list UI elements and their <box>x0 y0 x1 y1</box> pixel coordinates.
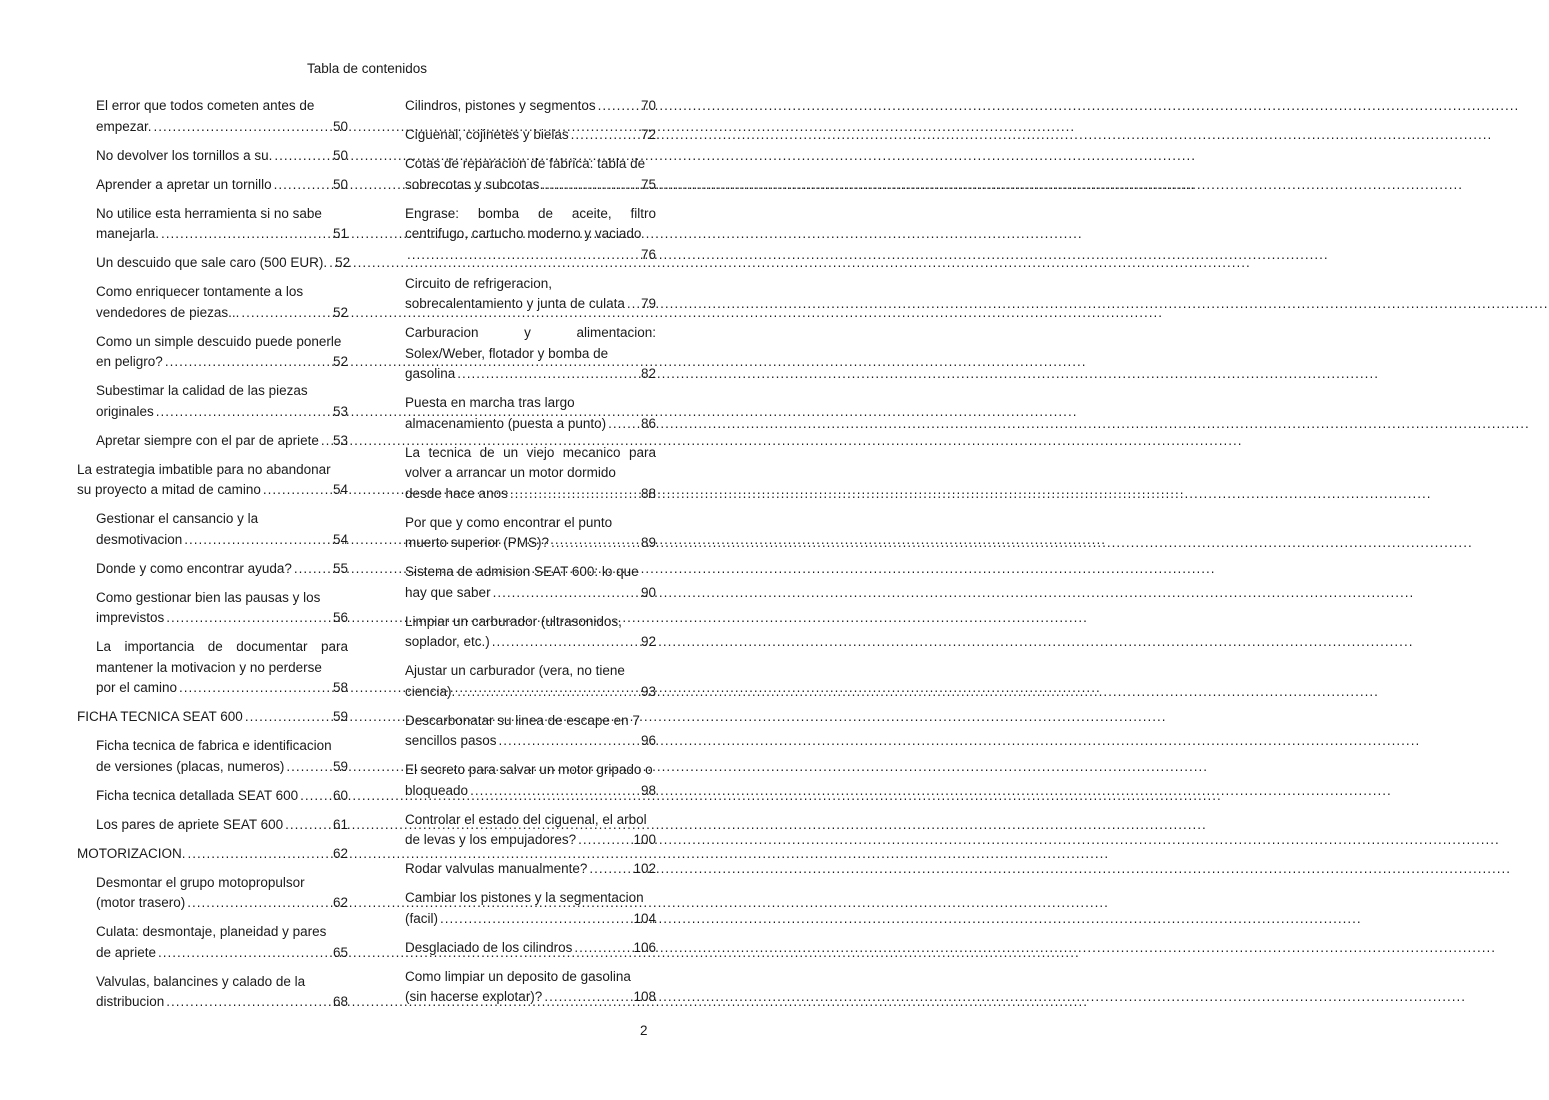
toc-entry-title-end: Rodar valvulas manualmente? <box>405 861 588 876</box>
toc-entry-line <box>96 757 348 778</box>
toc-entry-title-end: empezar. <box>96 118 152 134</box>
toc-entry-title-end: Desglaciado de los cilindros <box>405 939 573 955</box>
toc-entry-line <box>96 992 348 1013</box>
dot-leader <box>541 175 639 196</box>
toc-page-number: 54 <box>332 531 348 547</box>
toc-entry[interactable] <box>405 443 656 505</box>
toc-entry-title-end: Apretar siempre con el par de apriete <box>96 432 319 448</box>
toc-entry-title: Sistema de admision SEAT 600: lo que <box>405 564 639 579</box>
toc-entry-title-end: en peligro? <box>96 354 163 369</box>
toc-entry-title-end: desmotivacion <box>96 531 183 547</box>
toc-page-number: 62 <box>332 895 348 910</box>
page-title: Tabla de contenidos <box>306 61 428 76</box>
dot-leader <box>598 96 639 117</box>
toc-entry-line <box>405 364 656 385</box>
toc-page-number: 92 <box>640 634 656 649</box>
toc-page-number: 50 <box>332 118 348 134</box>
toc-entry-line <box>96 608 348 629</box>
toc-entry[interactable] <box>77 922 348 963</box>
dot-leader <box>493 583 639 604</box>
toc-page-number: 75 <box>640 176 656 192</box>
toc-entry-title: Ajustar un carburador (vera, no tiene <box>405 663 625 678</box>
toc-entry-title-end: FICHA TECNICA SEAT 600 <box>77 709 243 724</box>
toc-entry-line <box>96 303 348 324</box>
toc-entry-title-end: manejarla. <box>96 226 160 241</box>
dot-leader <box>166 992 331 1013</box>
toc-entry-title: Como limpiar un deposito de gasolina <box>405 968 631 984</box>
toc-page-number: 70 <box>640 98 656 113</box>
toc-entry-line <box>405 682 656 703</box>
toc-entry[interactable] <box>405 562 656 603</box>
toc-entry[interactable] <box>77 332 348 373</box>
toc-page-number: 52 <box>332 304 348 320</box>
toc-page-number: 55 <box>332 560 348 576</box>
dot-leader <box>440 909 631 930</box>
dot-leader <box>187 893 331 914</box>
dot-leader <box>457 364 639 385</box>
toc-entry[interactable] <box>405 204 656 266</box>
toc-entry-title: Subestimar la calidad de las piezas <box>96 383 308 398</box>
dot-leader <box>627 294 639 315</box>
toc-entry-line <box>405 987 656 1008</box>
toc-entry[interactable] <box>405 393 656 434</box>
toc-page-number: 54 <box>332 482 348 497</box>
toc-entry-title-end: Donde y como encontrar ayuda? <box>96 560 292 576</box>
page-number: 2 <box>640 1023 648 1038</box>
toc-entry-title: Por que y como encontrar el punto <box>405 514 613 530</box>
toc-entry-title: Como un simple descuido puede ponerle <box>96 333 342 349</box>
toc-entry-title-end: por el camino <box>96 680 178 695</box>
toc-page-number: 89 <box>640 535 656 550</box>
toc-entry[interactable] <box>405 125 656 146</box>
toc-entry[interactable] <box>77 460 348 501</box>
toc-entry-title-end: almacenamiento (puesta a punto) <box>405 415 607 431</box>
dot-leader <box>571 125 639 146</box>
toc-entry[interactable] <box>405 154 656 195</box>
toc-page-number: 108 <box>633 989 656 1004</box>
toc-page-number: 93 <box>640 683 656 699</box>
toc-entry[interactable] <box>77 588 348 629</box>
toc-entry[interactable] <box>77 282 348 323</box>
toc-entry[interactable] <box>77 972 348 1013</box>
toc-page-number: 86 <box>640 415 656 431</box>
toc-page-number: 61 <box>332 816 348 832</box>
toc-entry-line <box>405 96 656 117</box>
toc-page-number: 50 <box>332 176 348 192</box>
toc-entry-title-end: sencillos pasos <box>405 733 497 748</box>
toc-entry-title-end: Un descuido que sale caro (500 EUR). <box>96 255 328 270</box>
toc-entry[interactable] <box>77 559 348 580</box>
toc-page-number: 56 <box>332 610 348 625</box>
toc-page-number: 51 <box>332 226 348 241</box>
toc-entry-title-end: Aprender a apretar un tornillo <box>96 176 272 192</box>
toc-page-number: 52 <box>332 354 348 369</box>
dot-leader <box>184 530 331 551</box>
dot-leader <box>544 987 631 1008</box>
toc-entry-title-end: (facil) <box>405 910 438 926</box>
toc-entry[interactable] <box>77 815 348 836</box>
toc-column-right <box>405 96 656 1016</box>
toc-entry[interactable] <box>405 274 656 315</box>
toc-entry[interactable] <box>77 175 348 196</box>
toc-entry-title-end: (sin hacerse explotar)? <box>405 989 543 1004</box>
dot-leader <box>158 943 331 964</box>
dot-leader <box>407 245 639 266</box>
toc-entry-title-end: soplador, etc.) <box>405 634 490 649</box>
toc-entry[interactable] <box>405 888 656 929</box>
dot-leader <box>166 608 331 629</box>
dot-leader <box>294 559 331 580</box>
toc-entry[interactable] <box>77 509 348 550</box>
toc-entry-line <box>405 484 656 505</box>
toc-entry-title: Controlar el estado del ciguenal, el arbol <box>405 811 647 827</box>
toc-entry[interactable] <box>77 253 351 274</box>
toc-entry-title-end: Cilindros, pistones y segmentos <box>405 98 596 113</box>
toc-entry-line <box>405 245 656 266</box>
toc-entry-title: Carburacion y alimentacion: Solex/Weber, flotador y bomba de <box>405 325 656 361</box>
toc-entry-line <box>96 530 348 551</box>
toc-entry-line <box>96 402 348 423</box>
toc-entry-line <box>405 175 656 196</box>
toc-entry[interactable] <box>405 760 656 801</box>
toc-entry-line <box>96 253 351 274</box>
toc-entry-title-end: desde hace anos <box>405 485 508 501</box>
dot-leader <box>274 175 331 196</box>
toc-page-number: 98 <box>640 782 656 798</box>
toc-entry-title: El secreto para salvar un motor gripado o <box>405 762 653 777</box>
toc-entry[interactable] <box>405 612 656 653</box>
dot-leader <box>589 859 631 880</box>
toc-page-number: 79 <box>640 296 656 311</box>
toc-entry-line <box>96 786 348 807</box>
toc-entry-line <box>96 678 348 699</box>
toc-page-number: 53 <box>332 432 348 448</box>
dot-leader <box>263 480 331 501</box>
dot-leader <box>241 303 331 324</box>
toc-entry[interactable] <box>405 96 656 117</box>
dot-leader <box>188 844 331 865</box>
toc-entry-line <box>96 893 348 914</box>
toc-entry-title-end: Los pares de apriete SEAT 600 <box>96 816 284 832</box>
toc-entry-title-end: de apriete <box>96 944 157 960</box>
dot-leader <box>457 682 639 703</box>
dot-leader <box>300 786 331 807</box>
toc-entry[interactable] <box>77 736 348 777</box>
dot-leader <box>154 117 331 138</box>
toc-entry-line <box>96 175 348 196</box>
toc-entry[interactable] <box>77 637 348 699</box>
toc-entry[interactable] <box>405 859 656 880</box>
toc-entry[interactable] <box>405 661 656 702</box>
toc-page-number: 68 <box>332 994 348 1009</box>
toc-entry[interactable] <box>405 513 656 554</box>
toc-page-number: 72 <box>640 127 656 142</box>
toc-entry-title: Desmontar el grupo motopropulsor <box>96 874 305 890</box>
toc-entry-line <box>96 943 348 964</box>
toc-entry-title-end: gasolina <box>405 366 456 381</box>
toc-page-number: 88 <box>640 485 656 501</box>
toc-entry-line <box>405 125 656 146</box>
toc-page-number: 53 <box>332 403 348 419</box>
toc-entry[interactable] <box>77 204 348 245</box>
dot-leader <box>165 352 331 373</box>
dot-leader <box>470 781 639 802</box>
toc-entry-line <box>96 352 348 373</box>
dot-leader <box>329 253 333 274</box>
toc-entry[interactable] <box>405 711 656 752</box>
toc-entry-line <box>96 559 348 580</box>
dot-leader <box>551 533 639 554</box>
toc-entry[interactable] <box>77 146 348 167</box>
toc-entry-title: La importancia de documentar para mantener la motivacion y no perderse <box>96 639 348 675</box>
toc-page-number: 50 <box>332 147 348 163</box>
toc-entry-line <box>77 844 348 865</box>
dot-leader <box>286 757 331 778</box>
toc-entry-line <box>77 707 348 728</box>
toc-entry-title-end: Ficha tecnica detallada SEAT 600 <box>96 787 299 803</box>
toc-entry-title-end: MOTORIZACION. <box>77 845 186 861</box>
toc-entry-title-end: sobrecotas y subcotas <box>405 176 540 192</box>
toc-entry-title-end: (motor trasero) <box>96 895 186 910</box>
toc-entry-title: Cambiar los pistones y la segmentacion <box>405 890 644 905</box>
toc-entry-title: Cotas de reparacion de fabrica: tabla de <box>405 156 646 171</box>
toc-page-number: 59 <box>332 709 348 724</box>
toc-entry-title-end: ciencia). <box>405 683 456 699</box>
toc-entry[interactable] <box>77 844 348 865</box>
toc-page-number: 58 <box>332 680 348 695</box>
dot-leader <box>274 146 331 167</box>
toc-page-number: 52 <box>335 255 351 270</box>
dot-leader <box>285 815 331 836</box>
toc-page-number: 62 <box>332 845 348 861</box>
toc-entry[interactable] <box>405 938 656 959</box>
toc-entry-title-end: de versiones (placas, numeros) <box>96 758 285 774</box>
toc-page-number: 106 <box>633 939 656 955</box>
toc-entry-title: Valvulas, balancines y calado de la <box>96 973 306 989</box>
toc-entry[interactable] <box>77 873 348 914</box>
toc-entry-title-end: distribucion <box>96 994 165 1009</box>
toc-page-number: 76 <box>640 246 656 262</box>
toc-page-number: 104 <box>633 910 656 926</box>
dot-leader <box>492 632 639 653</box>
dot-leader <box>499 731 639 752</box>
toc-entry[interactable] <box>77 707 348 728</box>
toc-entry-title: Como gestionar bien las pausas y los <box>96 589 321 605</box>
toc-entry-line <box>405 632 656 653</box>
toc-page-number: 82 <box>640 366 656 381</box>
toc-entry-title-end: su proyecto a mitad de camino <box>77 482 261 497</box>
toc-entry-line <box>96 146 348 167</box>
toc-entry[interactable] <box>77 431 348 452</box>
toc-page-number: 65 <box>332 944 348 960</box>
dot-leader <box>179 678 331 699</box>
toc-entry[interactable] <box>77 381 348 422</box>
toc-entry-title: No utilice esta herramienta si no sabe <box>96 205 322 221</box>
toc-page-number: 90 <box>640 584 656 600</box>
toc-column-left <box>77 96 351 1021</box>
toc-entry-title-end: de levas y los empujadores? <box>405 832 577 847</box>
toc-entry-title-end: muerto superior (PMS)? <box>405 535 550 550</box>
toc-entry-line <box>77 480 348 501</box>
dot-leader <box>608 414 639 435</box>
toc-entry[interactable] <box>77 96 348 137</box>
toc-entry-title: Puesta en marcha tras largo <box>405 395 575 410</box>
dot-leader <box>321 431 331 452</box>
toc-entry[interactable] <box>405 810 656 851</box>
toc-entry-title: Limpiar un carburador (ultrasonidos, <box>405 613 622 629</box>
toc-entry-title: La tecnica de un viejo mecanico para volver a arrancar un motor dormido <box>405 444 656 480</box>
toc-page-number: 102 <box>633 861 656 876</box>
toc-page-number: 60 <box>332 787 348 803</box>
toc-entry[interactable] <box>77 786 348 807</box>
toc-entry-title: Engrase: bomba de aceite, filtro centrifugo, cartucho moderno y vaciado <box>405 205 656 241</box>
toc-entry-title-end: imprevistos <box>96 610 165 625</box>
toc-entry-line <box>405 781 656 802</box>
toc-entry-line <box>405 909 656 930</box>
toc-entry-line <box>405 583 656 604</box>
toc-entry-title: Circuito de refrigeracion, <box>405 275 553 291</box>
toc-entry-line <box>405 414 656 435</box>
toc-entry-line <box>405 533 656 554</box>
dot-leader <box>510 484 639 505</box>
toc-entry-title-end: Ciguenal, cojinetes y bielas <box>405 127 569 142</box>
dot-leader <box>574 938 631 959</box>
toc-entry-title: Culata: desmontaje, planeidad y pares <box>96 924 327 939</box>
toc-entry-title-end: sobrecalentamiento y junta de culata <box>405 296 625 311</box>
toc-entry-line <box>405 830 656 851</box>
toc-entry-title: La estrategia imbatible para no abandonar <box>77 461 331 477</box>
toc-entry[interactable] <box>405 967 656 1008</box>
toc-entry-title: Ficha tecnica de fabrica e identificacion <box>96 738 332 753</box>
toc-entry-title-end: vendedores de piezas... <box>96 304 240 320</box>
toc-entry-line <box>96 815 348 836</box>
toc-entry-title-end: originales <box>96 403 154 419</box>
dot-leader <box>245 707 331 728</box>
toc-page-number: 96 <box>640 733 656 748</box>
toc-page-number: 59 <box>332 758 348 774</box>
dot-leader <box>161 224 331 245</box>
dot-leader <box>578 830 631 851</box>
toc-entry-line <box>405 938 656 959</box>
toc-entry-line <box>96 117 348 138</box>
dot-leader <box>156 402 331 423</box>
toc-entry-title: Descarbonatar su linea de escape en 7 <box>405 712 640 728</box>
toc-entry[interactable] <box>405 323 656 385</box>
toc-entry-line <box>405 294 656 315</box>
toc-entry-title-end: No devolver los tornillos a su. <box>96 147 273 163</box>
toc-entry-line <box>405 731 656 752</box>
toc-entry-title: El error que todos cometen antes de <box>96 98 315 113</box>
toc-entry-line <box>96 224 348 245</box>
toc-entry-line <box>405 859 656 880</box>
toc-entry-line <box>96 431 348 452</box>
toc-entry-title-end: hay que saber <box>405 584 491 600</box>
toc-entry-title-end: bloqueado <box>405 782 469 798</box>
toc-entry-title: Como enriquecer tontamente a los <box>96 284 304 299</box>
toc-page-number: 100 <box>633 832 656 847</box>
toc-entry-title: Gestionar el cansancio y la <box>96 511 259 526</box>
